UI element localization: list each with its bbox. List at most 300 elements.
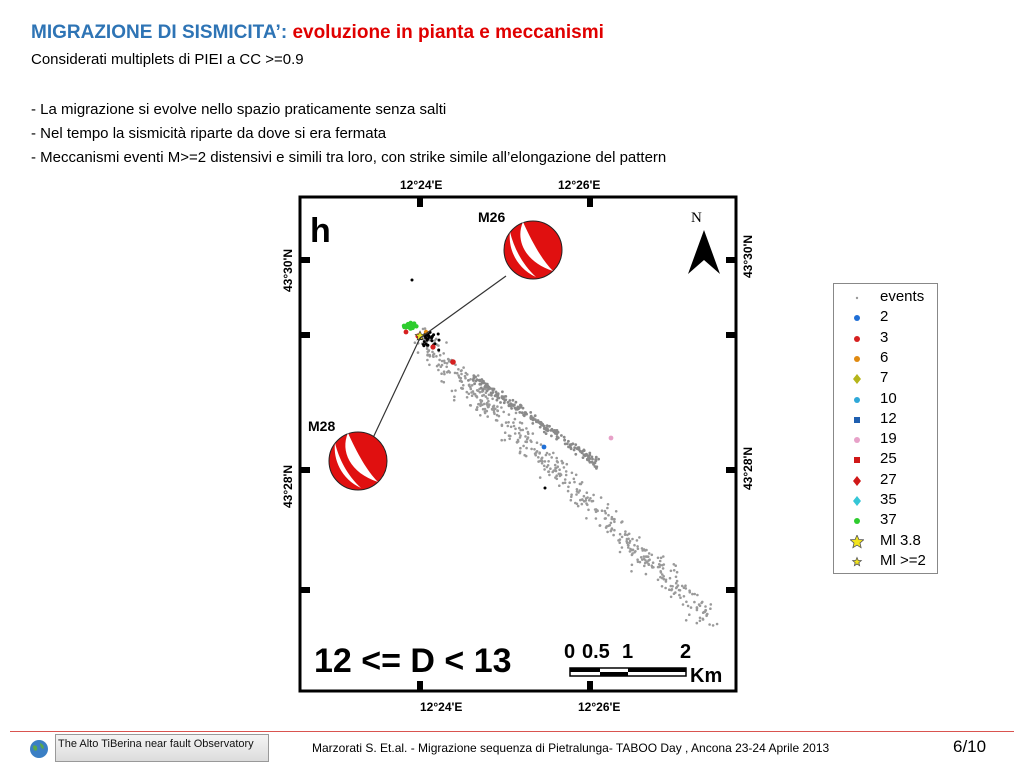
event-point [483, 382, 486, 385]
event-point [554, 469, 557, 472]
event-point [554, 464, 557, 467]
event-point [662, 555, 665, 558]
event-point [696, 594, 699, 597]
event-point [523, 454, 526, 457]
event-point [651, 566, 654, 569]
event-point [515, 412, 518, 415]
event-point [555, 432, 558, 435]
north-label: N [691, 210, 702, 226]
title-blue: MIGRAZIONE DI SISMICITA’: [31, 22, 288, 43]
event-point [550, 435, 553, 438]
event-point [460, 377, 463, 380]
event-point [696, 606, 699, 609]
event-point [583, 500, 586, 503]
event-point [504, 431, 507, 434]
event-point-m2 [426, 344, 429, 347]
event-point [514, 432, 517, 435]
event-point [563, 466, 566, 469]
event-point [645, 555, 648, 558]
bullet-list [31, 98, 666, 170]
panel-letter: h [310, 212, 331, 250]
lon-bottom-2: 12°26'E [578, 700, 621, 714]
event-point [518, 432, 521, 435]
event-point-m2 [411, 279, 414, 282]
event-point [462, 384, 465, 387]
event-point [543, 468, 546, 471]
event-point [514, 407, 517, 410]
event-point [545, 432, 548, 435]
event-point [679, 596, 682, 599]
event-point [573, 478, 576, 481]
event-point [504, 398, 507, 401]
event-point [585, 502, 588, 505]
event-point [574, 453, 577, 456]
event-point [435, 355, 438, 358]
event-point [699, 620, 702, 623]
event-point [432, 355, 435, 358]
event-point [569, 446, 572, 449]
event-point [546, 424, 549, 427]
legend-symbol-icon [850, 555, 864, 569]
event-point [621, 536, 624, 539]
legend-label: 6 [880, 348, 889, 366]
event-point-m2 [438, 339, 441, 342]
event-point-m2 [432, 333, 435, 336]
scale-label-2: 2 [680, 641, 692, 663]
event-point [571, 472, 574, 475]
event-point [556, 478, 559, 481]
event-point [661, 585, 664, 588]
event-point [438, 359, 441, 362]
event-point [472, 390, 475, 393]
event-point [457, 374, 460, 377]
event-point [466, 391, 469, 394]
event-point [669, 577, 672, 580]
event-point-m2 [424, 337, 427, 340]
event-point [636, 539, 639, 542]
event-point [541, 460, 544, 463]
event-point [699, 617, 702, 620]
event-point [514, 418, 517, 421]
event-point [531, 422, 534, 425]
event-point [621, 546, 624, 549]
event-point [509, 435, 512, 438]
event-point [414, 341, 417, 344]
event-point [708, 623, 711, 626]
event-point [534, 414, 537, 417]
event-point [673, 569, 676, 572]
event-point [501, 425, 504, 428]
event-point [575, 493, 578, 496]
event-point [696, 609, 699, 612]
event-point-3 [404, 330, 409, 335]
event-point [581, 503, 584, 506]
event-point [626, 542, 629, 545]
event-point [510, 407, 513, 410]
depth-label: 12 <= D < 13 [314, 642, 512, 680]
event-point [526, 441, 529, 444]
event-point [662, 567, 665, 570]
event-point-m2 [544, 487, 547, 490]
event-point [575, 474, 578, 477]
event-point [658, 566, 661, 569]
event-point [437, 369, 440, 372]
event-point [704, 609, 707, 612]
event-point-m2 [430, 339, 433, 342]
event-point [576, 446, 579, 449]
event-point [706, 613, 709, 616]
lat-left-1: 43°30'N [281, 248, 295, 292]
event-point [633, 544, 636, 547]
legend-label: 10 [880, 389, 897, 407]
event-point [513, 425, 516, 428]
lon-bottom-1: 12°24'E [420, 700, 463, 714]
event-point [496, 405, 499, 408]
event-point [426, 354, 429, 357]
event-point [508, 413, 511, 416]
event-point [558, 473, 561, 476]
legend-label: 7 [880, 369, 889, 387]
event-point [585, 517, 588, 520]
event-point [563, 436, 566, 439]
legend-label: 35 [880, 491, 897, 508]
event-point [583, 495, 586, 498]
beachball-m26-icon [504, 221, 562, 279]
event-point [499, 401, 502, 404]
legend-item [834, 348, 937, 368]
event-point [537, 460, 540, 463]
title-red: evoluzione in pianta e meccanismi [292, 22, 604, 43]
legend-label: 37 [880, 511, 897, 529]
event-point [515, 401, 518, 404]
map-legend [833, 283, 938, 574]
legend-label: 12 [880, 409, 897, 427]
event-point [564, 478, 567, 481]
mech-label-m28: M28 [308, 418, 336, 434]
event-point [492, 407, 495, 410]
event-point [422, 328, 425, 331]
event-point [595, 467, 598, 470]
event-point-m2 [437, 349, 440, 352]
event-point [507, 421, 510, 424]
event-point [505, 421, 508, 424]
legend-item [834, 551, 937, 571]
legend-label: Ml >=2 [880, 551, 926, 569]
event-point [660, 557, 663, 560]
event-point [710, 603, 713, 606]
event-point [540, 422, 543, 425]
event-point [428, 354, 431, 357]
event-point [550, 456, 553, 459]
legend-symbol-icon [850, 413, 864, 427]
event-point [604, 517, 607, 520]
event-point [551, 428, 554, 431]
legend-symbol-icon [850, 352, 864, 366]
event-point [626, 534, 629, 537]
event-point [457, 368, 460, 371]
event-point [475, 380, 478, 383]
event-point [497, 394, 500, 397]
legend-symbol-icon [850, 474, 864, 488]
legend-label: 27 [880, 470, 897, 488]
slide-title [31, 22, 604, 44]
event-point [431, 351, 434, 354]
event-point [679, 589, 682, 592]
event-point [615, 510, 618, 513]
event-point [570, 496, 573, 499]
event-point [555, 438, 558, 441]
lat-right-2: 43°28'N [741, 446, 755, 490]
legend-symbol-icon [850, 372, 864, 386]
event-point [519, 452, 522, 455]
event-point [578, 489, 581, 492]
event-point [496, 399, 499, 402]
event-point [456, 372, 459, 375]
legend-symbol-icon [850, 453, 864, 467]
event-point [468, 384, 471, 387]
event-point [683, 595, 686, 598]
event-point [502, 411, 505, 414]
legend-item [834, 307, 937, 327]
event-point [634, 550, 637, 553]
event-point [591, 500, 594, 503]
event-point [480, 387, 483, 390]
event-point [453, 395, 456, 398]
event-point [503, 401, 506, 404]
event-point [477, 390, 480, 393]
event-point [564, 443, 567, 446]
event-point [674, 564, 677, 567]
event-point [604, 510, 607, 513]
event-point [581, 498, 584, 501]
legend-symbol-icon [850, 332, 864, 346]
event-point [486, 383, 489, 386]
event-point [600, 496, 603, 499]
event-point [610, 518, 613, 521]
event-point [567, 486, 570, 489]
event-point [497, 410, 500, 413]
event-point [544, 460, 547, 463]
event-point [567, 490, 570, 493]
event-point [530, 448, 533, 451]
event-point [606, 531, 609, 534]
legend-symbol-icon [850, 433, 864, 447]
event-point [631, 554, 634, 557]
event-point-m2 [422, 344, 425, 347]
event-point [564, 481, 567, 484]
event-point [468, 393, 471, 396]
event-point [460, 387, 463, 390]
event-point [500, 406, 503, 409]
event-point [481, 394, 484, 397]
page-number: 6/10 [953, 737, 987, 756]
event-point [527, 433, 530, 436]
event-point [681, 585, 684, 588]
event-point [565, 474, 568, 477]
event-point [535, 420, 538, 423]
event-point [670, 570, 673, 573]
legend-item [834, 449, 937, 469]
event-point [595, 517, 598, 520]
legend-item [834, 531, 937, 551]
event-point [664, 587, 667, 590]
event-point [501, 397, 504, 400]
event-point [460, 373, 463, 376]
event-point [479, 380, 482, 383]
event-point [473, 382, 476, 385]
event-point [640, 556, 643, 559]
event-point [517, 439, 520, 442]
legend-label: 3 [880, 328, 889, 346]
seismicity-map [270, 170, 770, 722]
legend-item [834, 510, 937, 530]
event-point [537, 456, 540, 459]
event-point [587, 459, 590, 462]
event-point [618, 541, 621, 544]
event-point [631, 564, 634, 567]
event-point [613, 521, 616, 524]
legend-symbol-icon [850, 494, 864, 508]
event-point [657, 579, 660, 582]
globe-icon [29, 739, 49, 759]
event-point [548, 474, 551, 477]
event-point [472, 378, 475, 381]
event-point [525, 447, 528, 450]
event-point [688, 613, 691, 616]
mech-label-m26: M26 [478, 209, 506, 225]
event-point [524, 411, 527, 414]
event-point [519, 447, 522, 450]
event-point [491, 391, 494, 394]
event-point [556, 435, 559, 438]
event-point [447, 358, 450, 361]
event-point [627, 546, 630, 549]
event-point [685, 601, 688, 604]
event-point [467, 379, 470, 382]
event-point [676, 586, 679, 589]
event-point [522, 445, 525, 448]
event-point [442, 352, 445, 355]
event-point [591, 458, 594, 461]
event-point [426, 351, 429, 354]
event-point [483, 403, 486, 406]
event-point [609, 524, 612, 527]
event-point [584, 454, 587, 457]
event-point [587, 456, 590, 459]
event-point [660, 571, 663, 574]
event-point [494, 394, 497, 397]
event-point [659, 576, 662, 579]
event-point [439, 354, 442, 357]
event-point [693, 601, 696, 604]
event-point [529, 439, 532, 442]
event-point [487, 388, 490, 391]
event-point [620, 521, 623, 524]
event-point [587, 509, 590, 512]
event-point [644, 549, 647, 552]
event-point [605, 525, 608, 528]
event-point [619, 551, 622, 554]
event-point [556, 461, 559, 464]
event-point [496, 419, 499, 422]
legend-label: 19 [880, 430, 897, 448]
event-point [557, 465, 560, 468]
event-point [443, 373, 446, 376]
event-point [702, 611, 705, 614]
event-point [519, 436, 522, 439]
event-point [676, 571, 679, 574]
lon-top-2: 12°26'E [558, 178, 601, 192]
event-point [652, 561, 655, 564]
event-point [507, 425, 510, 428]
event-point [514, 428, 517, 431]
event-point [648, 563, 651, 566]
event-point [441, 364, 444, 367]
event-point [685, 587, 688, 590]
event-point [477, 374, 480, 377]
event-point [519, 429, 522, 432]
event-point [628, 541, 631, 544]
beachball-m28-icon [329, 432, 387, 490]
event-point [496, 414, 499, 417]
event-point [459, 380, 462, 383]
event-point [651, 554, 654, 557]
event-point [488, 394, 491, 397]
legend-item [834, 389, 937, 409]
event-point [678, 594, 681, 597]
event-point [478, 383, 481, 386]
event-point [526, 438, 529, 441]
event-point [599, 524, 602, 527]
event-point [470, 404, 473, 407]
event-point [716, 623, 719, 626]
event-point [532, 432, 535, 435]
event-point [565, 470, 568, 473]
legend-item [834, 368, 937, 388]
event-point [617, 539, 620, 542]
event-point [607, 514, 610, 517]
event-point [687, 605, 690, 608]
event-point [558, 484, 561, 487]
legend-label: 25 [880, 450, 897, 468]
legend-symbol-icon [850, 535, 864, 549]
event-point [532, 417, 535, 420]
event-point [563, 439, 566, 442]
legend-symbol-icon [850, 311, 864, 325]
event-point [586, 496, 589, 499]
event-point [560, 434, 563, 437]
event-point [547, 460, 550, 463]
event-point-m2 [430, 336, 433, 339]
event-point [712, 624, 715, 627]
event-point [670, 589, 673, 592]
event-point [670, 585, 673, 588]
event-point [610, 522, 613, 525]
event-point [417, 351, 420, 354]
event-point [574, 502, 577, 505]
event-point [611, 527, 614, 530]
legend-label: 2 [880, 308, 889, 326]
scale-label-1: 1 [622, 641, 634, 663]
event-point [541, 457, 544, 460]
event-point [573, 446, 576, 449]
event-point [693, 593, 696, 596]
event-point [464, 375, 467, 378]
scale-label-0: 0 [564, 641, 576, 663]
event-point [498, 397, 501, 400]
event-point [573, 481, 576, 484]
event-point [577, 505, 580, 508]
